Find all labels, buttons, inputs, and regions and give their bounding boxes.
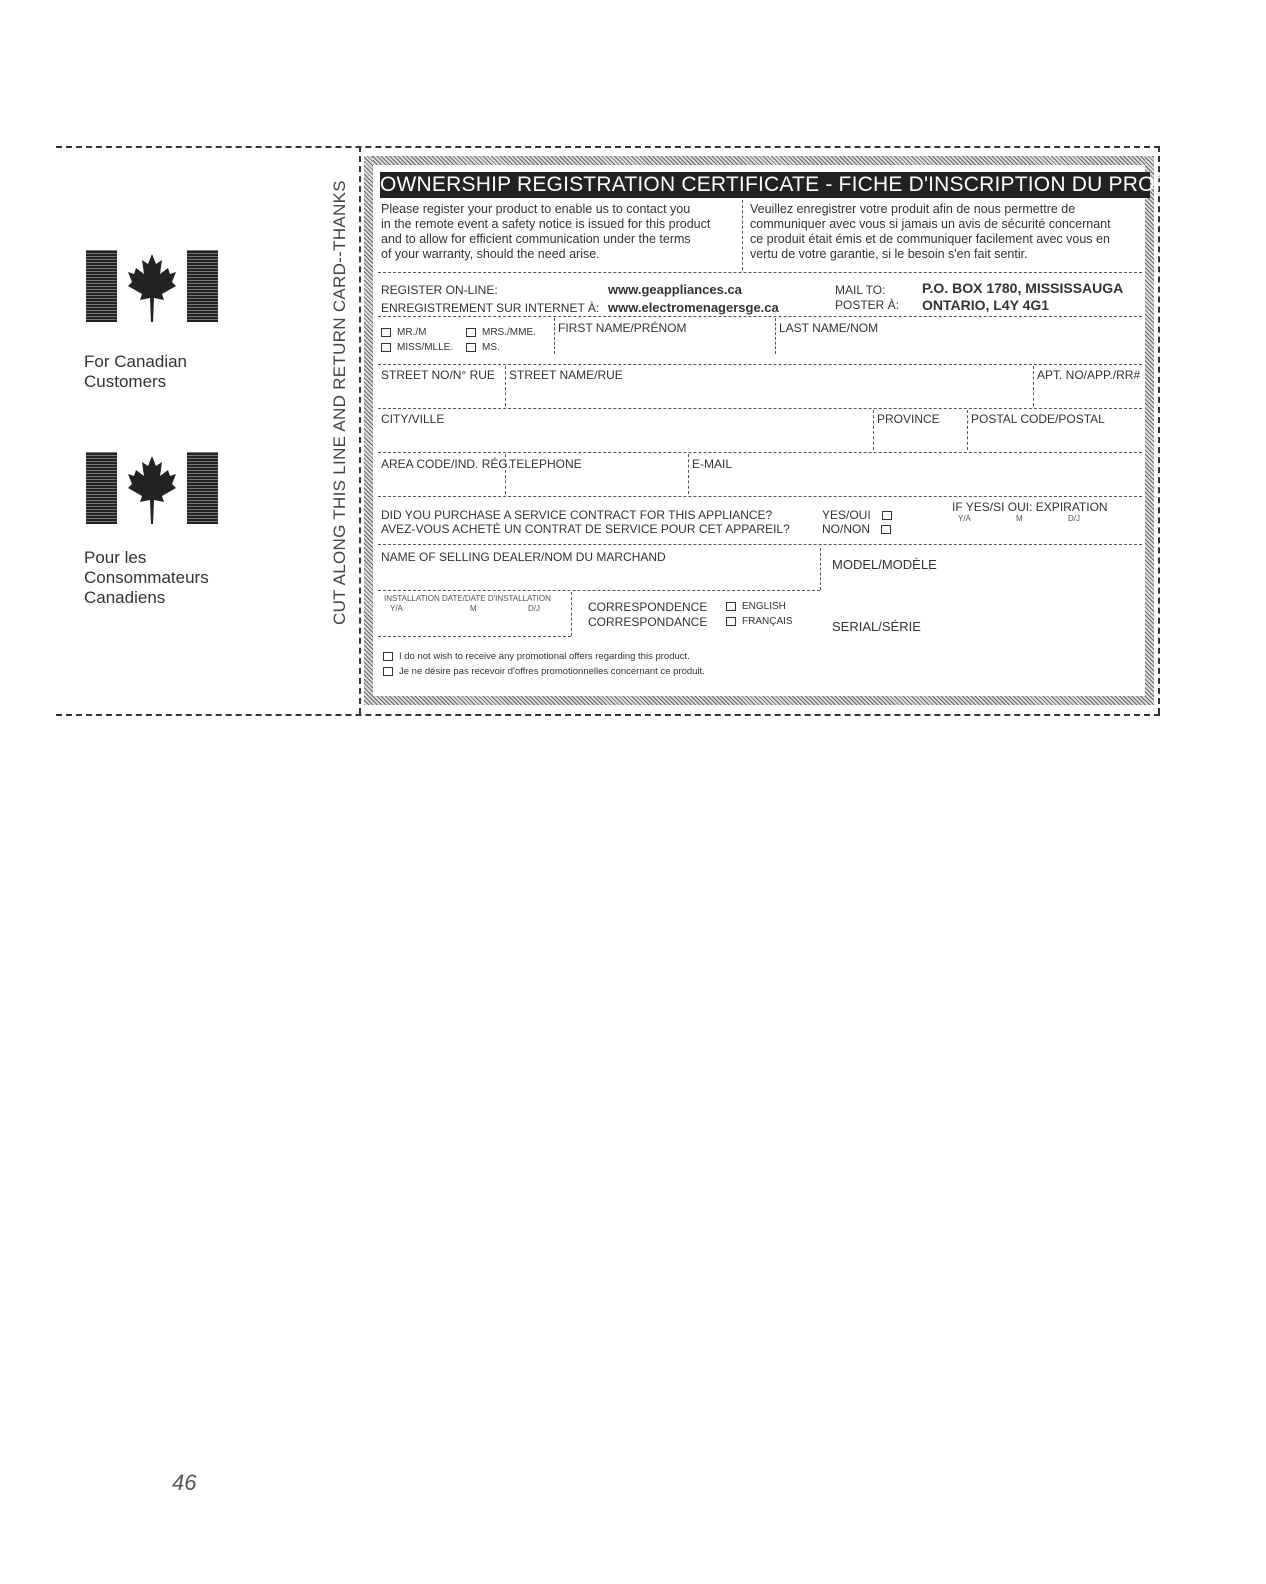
divider — [378, 364, 1142, 365]
cut-line-bottom — [56, 714, 1160, 716]
canada-flag-icon — [86, 250, 218, 322]
mail-to-label: MAIL TO: — [835, 283, 886, 297]
install-year-label: Y/A — [390, 604, 403, 613]
mail-address-2: ONTARIO, L4Y 4G1 — [922, 297, 1050, 313]
divider — [505, 366, 506, 406]
cut-line-left — [359, 146, 361, 714]
divider — [378, 316, 1142, 317]
divider — [378, 636, 571, 637]
install-month-label: M — [470, 604, 477, 613]
title-ms[interactable]: MS. — [466, 341, 500, 355]
cut-line-right — [1158, 146, 1160, 714]
register-fr-label: ENREGISTREMENT SUR INTERNET À: — [381, 301, 600, 315]
divider — [775, 318, 776, 354]
divider — [505, 454, 506, 494]
service-question-en: DID YOU PURCHASE A SERVICE CONTRACT FOR THIS APPLIANCE? — [381, 508, 773, 522]
title-mr[interactable]: MR./M — [381, 326, 426, 340]
card-title: OWNERSHIP REGISTRATION CERTIFICATE - FICHE D'INSCRIPTION DU PROPRIÉTAIRE — [380, 173, 1266, 196]
exp-month-label: M — [1016, 514, 1023, 523]
canada-flag-icon — [86, 452, 218, 524]
divider — [571, 592, 572, 636]
register-online-url[interactable]: www.geappliances.ca — [608, 282, 742, 297]
card-border — [364, 156, 373, 705]
divider — [820, 548, 821, 590]
caption-english: For Canadian Customers — [84, 352, 188, 391]
last-name-field[interactable]: LAST NAME/NOM — [779, 321, 879, 335]
email-field[interactable]: E-MAIL — [692, 457, 733, 471]
divider — [378, 496, 1142, 497]
english-checkbox[interactable]: ENGLISH — [726, 600, 786, 614]
area-code-field[interactable]: AREA CODE/IND. RÉG. — [381, 457, 512, 471]
divider — [378, 452, 1142, 453]
intro-french: Veuillez enregistrer votre produit afin de nous permettre de communiquer avec vous si jamais un avis de sécurité concernant ce produit était émis et de communiquer facilement avec vous en vertu de votre garantie, si le besoin s'en fait sentir. — [750, 202, 1111, 261]
divider — [378, 408, 1142, 409]
divider — [378, 544, 1142, 545]
exp-year-label: Y/A — [958, 514, 971, 523]
card-border — [364, 156, 1154, 165]
register-online-label: REGISTER ON-LINE: — [381, 283, 498, 297]
first-name-field[interactable]: FIRST NAME/PRÉNOM — [558, 321, 687, 335]
title-mrs[interactable]: MRS./MME. — [466, 326, 536, 340]
street-no-field[interactable]: STREET NO/N° RUE — [381, 368, 495, 382]
correspondence-en-label: CORRESPONDENCE — [588, 600, 708, 614]
divider — [554, 318, 555, 354]
service-question-fr: AVEZ-VOUS ACHETÉ UN CONTRAT DE SERVICE POUR CET APPAREIL? — [381, 522, 790, 536]
cut-instruction: CUT ALONG THIS LINE AND RETURN CARD--THANKS — [330, 180, 349, 625]
apt-field[interactable]: APT. NO/APP./RR# — [1037, 368, 1141, 382]
caption-french: Pour les Consommateurs Canadiens — [84, 548, 209, 607]
city-field[interactable]: CITY/VILLE — [381, 412, 445, 426]
province-field[interactable]: PROVINCE — [877, 412, 940, 426]
yes-checkbox[interactable]: YES/OUI — [822, 508, 898, 522]
divider — [967, 410, 968, 450]
no-checkbox[interactable]: NO/NON — [822, 522, 897, 536]
card-border — [364, 696, 1154, 705]
cut-line-top — [56, 146, 1160, 148]
register-fr-url[interactable]: www.electromenagersge.ca — [608, 300, 779, 315]
mail-address-1: P.O. BOX 1780, MISSISSAUGA — [922, 280, 1124, 296]
model-field[interactable]: MODEL/MODÈLE — [832, 557, 937, 572]
postal-field[interactable]: POSTAL CODE/POSTAL — [971, 412, 1105, 426]
divider — [378, 590, 820, 591]
opt-out-en-checkbox[interactable]: I do not wish to receive any promotional offers regarding this product. — [383, 650, 690, 664]
title-miss[interactable]: MISS/MLLE. — [381, 341, 453, 355]
dealer-field[interactable]: NAME OF SELLING DEALER/NOM DU MARCHAND — [381, 550, 666, 564]
install-date-field[interactable]: INSTALLATION DATE/DATE D'INSTALLATION — [384, 594, 551, 603]
intro-english: Please register your product to enable us to contact you in the remote event a safety notice is issued for this product and to allow for efficient communication under the terms of your warranty, should the need arise. — [381, 202, 711, 261]
install-day-label: D/J — [528, 604, 540, 613]
divider — [688, 454, 689, 494]
expiration-field[interactable]: IF YES/SI OUI: EXPIRATION — [952, 500, 1108, 514]
card-border — [1145, 156, 1154, 705]
french-checkbox[interactable]: FRANÇAIS — [726, 615, 793, 629]
divider — [1033, 366, 1034, 406]
opt-out-fr-checkbox[interactable]: Je ne désire pas recevoir d'offres promotionnelles concernant ce produit. — [383, 665, 705, 679]
street-name-field[interactable]: STREET NAME/RUE — [509, 368, 623, 382]
exp-day-label: D/J — [1068, 514, 1080, 523]
telephone-field[interactable]: TELEPHONE — [509, 457, 582, 471]
serial-field[interactable]: SERIAL/SÉRIE — [832, 619, 921, 634]
divider — [378, 272, 1142, 273]
poster-label: POSTER À: — [835, 298, 900, 312]
divider — [873, 410, 874, 450]
correspondence-fr-label: CORRESPONDANCE — [588, 615, 708, 629]
divider — [742, 200, 743, 270]
page-number: 46 — [172, 1470, 197, 1495]
